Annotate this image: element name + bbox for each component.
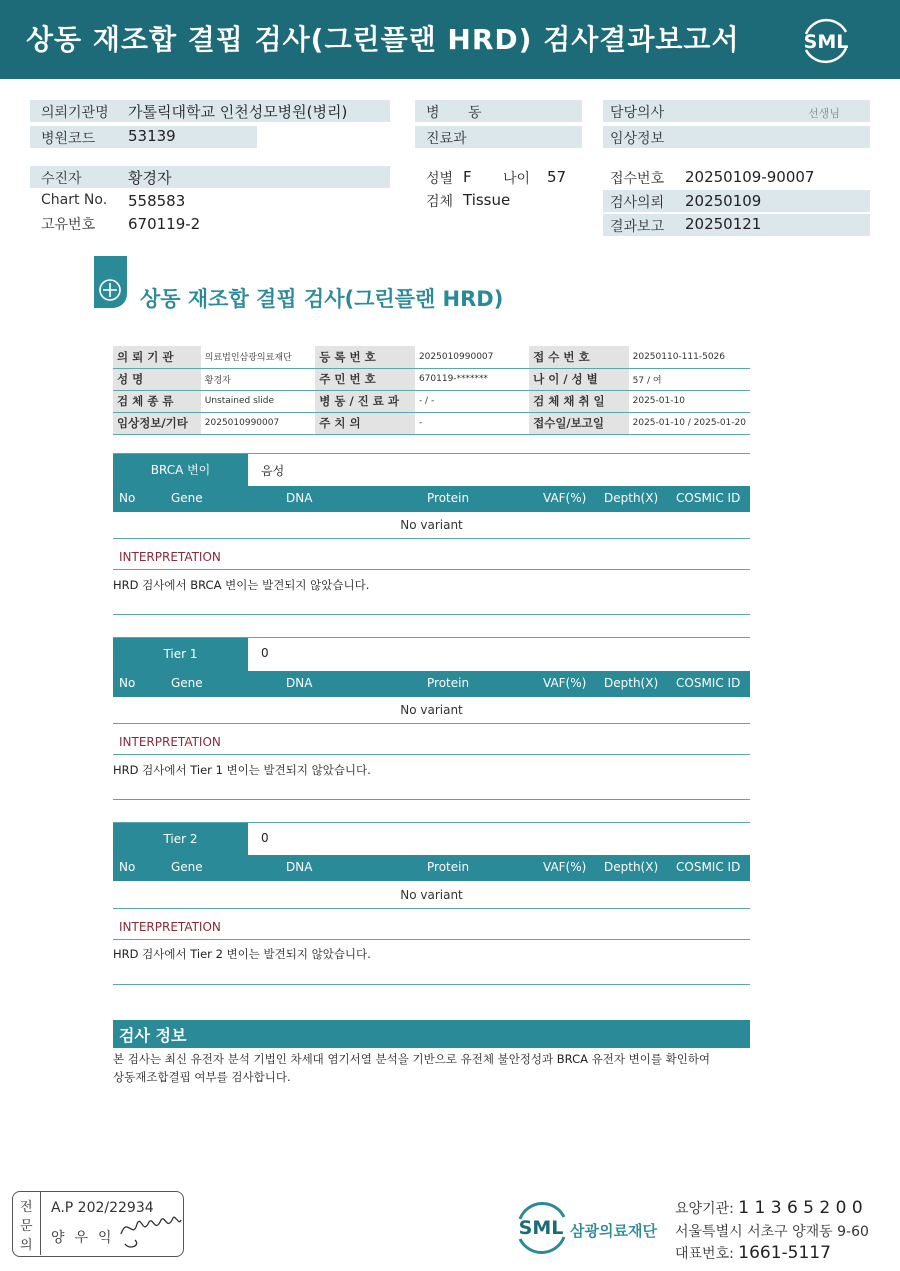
meta-key: 검 체 채 취 일 — [529, 390, 629, 412]
col-cosmic: COSMIC ID — [676, 491, 741, 505]
chart-label: Chart No. — [41, 192, 108, 208]
request-label: 검사의뢰 — [610, 195, 665, 211]
doctor-suffix: 선생님 — [808, 107, 840, 120]
brca-interpretation-header — [113, 542, 750, 570]
meta-key: 병 동 / 진 료 과 — [315, 390, 415, 412]
brca-caption: BRCA 변이 — [113, 454, 248, 487]
col-protein: Protein — [427, 676, 470, 690]
col-protein: Protein — [427, 491, 470, 505]
meta-value: Unstained slide — [201, 390, 315, 412]
col-depth: Depth(X) — [604, 676, 659, 690]
footer-org-name: 삼광의료재단 — [570, 1222, 657, 1240]
test-info-line1: 본 검사는 최신 유전자 분석 기법인 차세대 염기서열 분석을 기반으로 유전체 불안정성과 BRCA 유전자 변이를 확인하여 — [113, 1052, 711, 1066]
clinical-label: 임상정보 — [610, 131, 665, 147]
meta-value: 670119-******* — [415, 368, 529, 390]
tier2-interpretation-text: HRD 검사에서 Tier 2 변이는 발견되지 않았습니다. — [113, 947, 371, 961]
stamp-doctor-name: 양우익 — [51, 1230, 122, 1246]
report-header — [0, 0, 900, 79]
meta-value: 2025010990007 — [415, 346, 529, 368]
sex-value: F — [463, 168, 472, 186]
stamp-char: 전 — [20, 1200, 33, 1215]
footer-phone-line — [675, 1243, 831, 1263]
divider — [113, 799, 750, 800]
col-vaf: VAF(%) — [543, 676, 587, 690]
footer-logo-text: SML — [518, 1217, 564, 1239]
chart-value: 558583 — [128, 192, 186, 210]
stamp-char: 문 — [20, 1219, 33, 1234]
col-gene: Gene — [171, 491, 203, 505]
meta-value: 2025-01-10 — [629, 390, 750, 412]
meta-value: 2025-01-10 / 2025-01-20 — [629, 412, 750, 434]
unique-value: 670119-2 — [128, 215, 201, 233]
tier2-value: 0 — [261, 831, 269, 845]
tier1-no-variant: No variant — [113, 697, 750, 724]
footer-code-value: 1 1 3 6 5 2 0 0 — [738, 1198, 863, 1218]
specimen-label: 검체 — [426, 194, 454, 210]
unique-label: 고유번호 — [41, 217, 96, 233]
meta-key: 등 록 번 호 — [315, 346, 415, 368]
footer-code-label: 요양기관: — [675, 1201, 734, 1217]
col-dna: DNA — [286, 491, 313, 505]
age-label: 나이 — [503, 171, 531, 187]
meta-value: 57 / 여 — [629, 368, 750, 390]
meta-value: 황경자 — [201, 368, 315, 390]
col-cosmic: COSMIC ID — [676, 860, 741, 874]
brca-no-variant: No variant — [113, 512, 750, 539]
col-gene: Gene — [171, 676, 203, 690]
pathologist-stamp — [12, 1191, 184, 1257]
stamp-ap-number: A.P 202/22934 — [51, 1200, 154, 1216]
institution-value: 가톨릭대학교 인천성모병원(병리) — [128, 103, 348, 121]
meta-key: 검 체 종 류 — [113, 390, 201, 412]
footer-address — [675, 1221, 869, 1241]
interpretation-label: INTERPRETATION — [119, 920, 221, 934]
sml-logo-icon — [798, 12, 854, 68]
logo-text: SML — [803, 31, 849, 53]
doctor-label: 담당의사 — [610, 105, 665, 121]
meta-key: 주 민 번 호 — [315, 368, 415, 390]
request-value: 20250109 — [685, 192, 762, 210]
meta-key: 주 치 의 — [315, 412, 415, 434]
table-row — [113, 412, 750, 434]
meta-value: 의료법인삼광의료재단 — [201, 346, 315, 368]
divider — [113, 614, 750, 615]
section-tab — [94, 256, 127, 308]
tier2-caption: Tier 2 — [113, 823, 248, 856]
brca-result-header — [113, 453, 750, 486]
col-no: No — [119, 860, 136, 874]
interpretation-label: INTERPRETATION — [119, 550, 221, 564]
footer-phone-label: 대표번호: — [675, 1246, 734, 1262]
meta-value: 2025010990007 — [201, 412, 315, 434]
col-depth: Depth(X) — [604, 491, 659, 505]
report-title: 상동 재조합 결핍 검사(그린플랜 HRD) 검사결과보고서 — [26, 23, 740, 56]
col-depth: Depth(X) — [604, 860, 659, 874]
stamp-char: 의 — [20, 1238, 33, 1253]
table-row — [113, 346, 750, 368]
meta-key: 접수일/보고일 — [529, 412, 629, 434]
tier2-result-header — [113, 822, 750, 855]
department-label: 진료과 — [426, 131, 467, 147]
divider — [113, 984, 750, 985]
test-info-line2: 상동재조합결핍 여부를 검사합니다. — [113, 1070, 291, 1084]
interpretation-label: INTERPRETATION — [119, 735, 221, 749]
tier1-interpretation-text: HRD 검사에서 Tier 1 변이는 발견되지 않았습니다. — [113, 763, 371, 777]
col-vaf: VAF(%) — [543, 860, 587, 874]
brca-interpretation-text: HRD 검사에서 BRCA 변이는 발견되지 않았습니다. — [113, 578, 370, 592]
patient-row — [30, 166, 390, 188]
table-row — [113, 368, 750, 390]
meta-table — [113, 346, 750, 435]
tier1-interpretation-header — [113, 727, 750, 755]
tier1-value: 0 — [261, 646, 269, 660]
sml-footer-logo-icon — [510, 1199, 572, 1255]
institution-label: 의뢰기관명 — [41, 105, 109, 121]
tier1-result-header — [113, 637, 750, 670]
meta-key: 임상정보/기타 — [113, 412, 201, 434]
signature-icon — [115, 1206, 185, 1252]
meta-key: 의 뢰 기 관 — [113, 346, 201, 368]
tier2-column-header — [113, 855, 750, 881]
col-vaf: VAF(%) — [543, 491, 587, 505]
meta-value: - — [415, 412, 529, 434]
section-title: 상동 재조합 결핍 검사(그린플랜 HRD) — [140, 287, 504, 311]
tier2-no-variant: No variant — [113, 882, 750, 909]
hospital-code-label: 병원코드 — [41, 131, 96, 147]
col-protein: Protein — [427, 860, 470, 874]
ward-label: 병 동 — [426, 105, 494, 121]
test-info-header — [113, 1020, 750, 1048]
meta-value: 20250110-111-5026 — [629, 346, 750, 368]
col-dna: DNA — [286, 860, 313, 874]
tier1-caption: Tier 1 — [113, 638, 248, 671]
brca-value: 음성 — [261, 464, 285, 478]
table-row — [113, 390, 750, 412]
tier2-interpretation-header — [113, 912, 750, 940]
test-info-title: 검사 정보 — [119, 1026, 187, 1045]
col-no: No — [119, 491, 136, 505]
footer-code-line — [675, 1198, 863, 1218]
patient-label: 수진자 — [41, 171, 82, 187]
col-cosmic: COSMIC ID — [676, 676, 741, 690]
patient-name: 황경자 — [128, 169, 172, 187]
meta-key: 성 명 — [113, 368, 201, 390]
meta-key: 접 수 번 호 — [529, 346, 629, 368]
col-dna: DNA — [286, 676, 313, 690]
footer-address-text: 서울특별시 서초구 양재동 9-60 — [675, 1224, 869, 1240]
brca-column-header — [113, 486, 750, 512]
meta-value: - / - — [415, 390, 529, 412]
meta-key: 나 이 / 성 별 — [529, 368, 629, 390]
receipt-label: 접수번호 — [610, 171, 665, 187]
stamp-label-column — [13, 1192, 41, 1255]
hospital-code-value: 53139 — [128, 127, 176, 145]
col-no: No — [119, 676, 136, 690]
plus-flower-icon — [94, 256, 127, 308]
report-value: 20250121 — [685, 215, 762, 233]
sex-label: 성별 — [426, 171, 454, 187]
age-value: 57 — [547, 168, 567, 186]
report-label: 결과보고 — [610, 219, 665, 235]
receipt-value: 20250109-90007 — [685, 168, 815, 186]
tier1-column-header — [113, 671, 750, 697]
specimen-value: Tissue — [463, 191, 511, 209]
footer-phone-value: 1661-5117 — [738, 1243, 831, 1263]
col-gene: Gene — [171, 860, 203, 874]
